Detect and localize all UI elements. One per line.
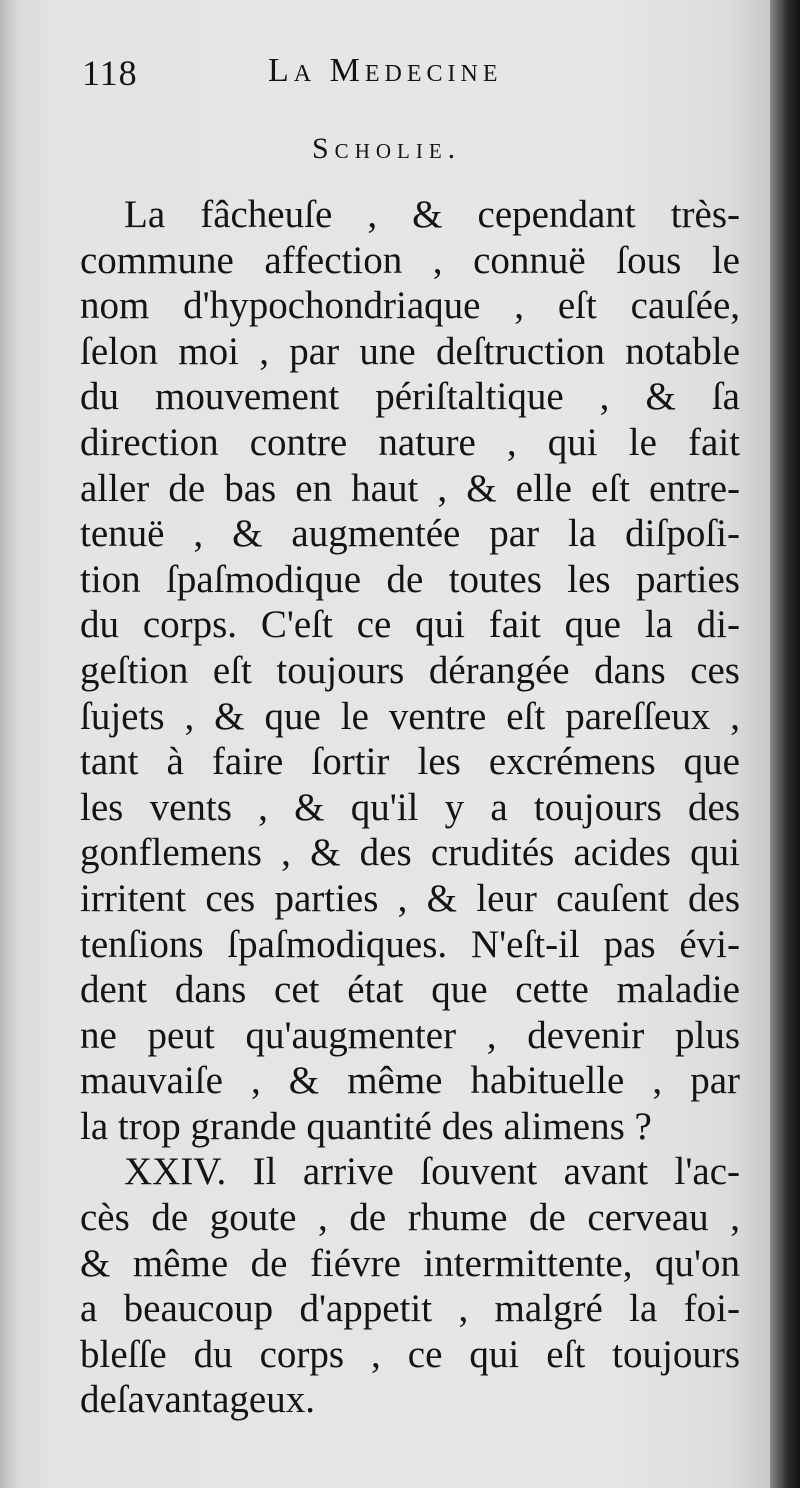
page-number: 118 <box>82 53 138 93</box>
text-line: & même de fiévre intermittente, qu'on <box>80 1241 740 1285</box>
text-line: geſtion eſt toujours dérangée dans ces <box>80 648 740 692</box>
text-line: commune affection , connuë ſous le <box>80 238 740 282</box>
text-line: tion ſpaſmodique de toutes les parties <box>80 557 740 601</box>
text-line: du corps. C'eſt ce qui fait que la di- <box>80 603 740 647</box>
body-text <box>80 192 740 1423</box>
text-line: du mouvement périſtaltique , & ſa <box>80 375 740 419</box>
text-line: dent dans cet état que cette maladie <box>80 968 740 1012</box>
text-line: direction contre nature , qui le fait <box>80 420 740 464</box>
text-line: irritent ces parties , & leur cauſent des <box>80 876 740 920</box>
text-line: cès de goute , de rhume de cerveau , <box>80 1196 740 1240</box>
text-line: deſavantageux. <box>80 1378 315 1422</box>
text-line: nom d'hypochondriaque , eſt cauſée, <box>80 284 740 328</box>
section-heading: Scholie. <box>312 132 462 165</box>
running-title: La Medecine <box>268 52 503 89</box>
book-gutter <box>770 0 800 1488</box>
text-line: les vents , & qu'il y a toujours des <box>80 785 740 829</box>
text-line: mauvaiſe , & même habituelle , par <box>80 1059 740 1103</box>
text-line: ſelon moi , par une deſtruction notable <box>80 329 740 373</box>
text-line: La fâcheuſe , & cependant très- <box>124 193 740 236</box>
text-line: ſujets , & que le ventre eſt pareſſeux , <box>80 694 740 738</box>
text-line: a beaucoup d'appetit , malgré la foi- <box>80 1287 740 1331</box>
text-line: tenuë , & augmentée par la diſpoſi- <box>80 512 740 556</box>
text-line: aller de bas en haut , & elle eſt entre- <box>80 466 740 510</box>
text-line: tant à faire ſortir les excrémens que <box>80 740 740 784</box>
text-line: tenſions ſpaſmodiques. N'eſt-il pas évi- <box>80 922 740 966</box>
text-line: ne peut qu'augmenter , devenir plus <box>80 1013 740 1057</box>
text-line: la trop grande quantité des alimens ? <box>80 1104 652 1148</box>
text-line: XXIV. Il arrive ſouvent avant l'ac- <box>124 1150 740 1194</box>
page-header <box>82 52 742 108</box>
text-line: gonflemens , & des crudités acides qui <box>80 831 740 875</box>
text-line: bleſſe du corps , ce qui eſt toujours <box>80 1332 740 1376</box>
